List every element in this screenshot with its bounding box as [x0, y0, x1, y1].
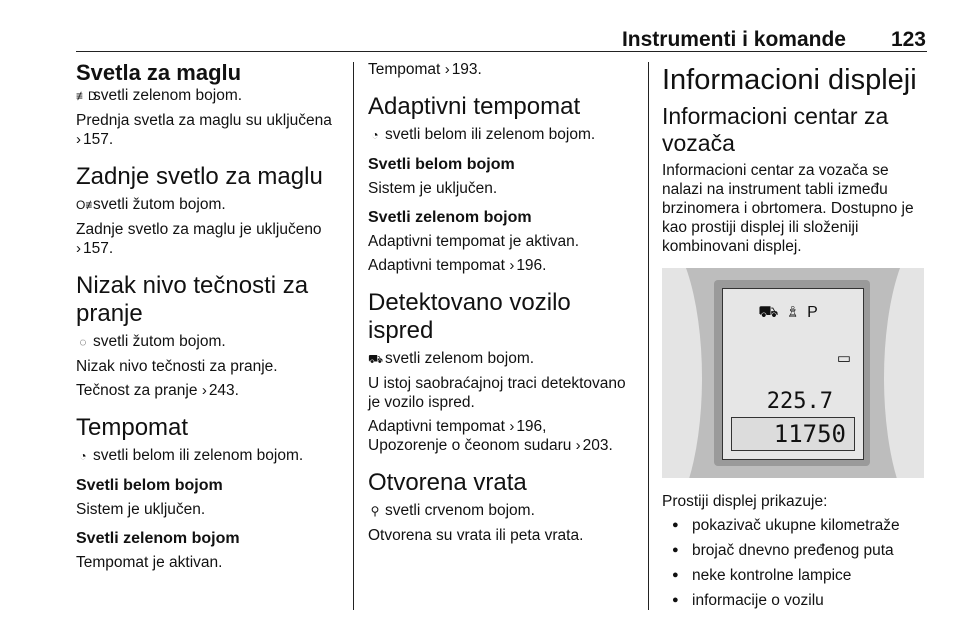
paragraph: ⛟ svetli zelenom bojom.	[368, 350, 535, 367]
front-fog-icon: ≢D	[76, 89, 97, 103]
column-2	[368, 60, 638, 550]
adaptive-cruise-icon: ◔	[371, 128, 379, 142]
subsection-title: Svetli zelenom bojom	[76, 530, 240, 547]
section-title-fog: Svetla za maglu	[76, 60, 242, 85]
section-title-dic: Informacioni centar za vozača	[662, 103, 889, 156]
paragraph: Zadnje svetlo za maglu je uključeno › 157.	[76, 220, 348, 258]
paragraph: Sistem je uključen.	[76, 501, 206, 518]
paragraph: ◔ svetli belom ili zelenom bojom.	[368, 125, 638, 145]
parking-sensor-icon: P	[807, 304, 828, 321]
list-item: ● neke kontrolne lampice	[662, 566, 930, 585]
page-reference[interactable]: › 203.	[576, 437, 613, 454]
chapter-title: Informacioni displeji	[662, 64, 917, 96]
page-reference[interactable]: › 243.	[202, 382, 239, 399]
washer-fluid-icon: ◌	[79, 335, 87, 349]
paragraph: Tečnost za pranje › 243.	[76, 381, 348, 400]
section-title-acc: Adaptivni tempomat	[368, 93, 581, 120]
paragraph: ◔ svetli belom ili zelenom bojom.	[76, 446, 348, 466]
page-reference[interactable]: › 196.	[509, 257, 546, 274]
page-reference[interactable]: › 157.	[76, 131, 113, 148]
trip-readout: 225.7	[766, 389, 833, 414]
page-number: 123	[890, 28, 926, 51]
section-title-vehicle: Detektovano vozilo ispred	[368, 289, 571, 344]
paragraph: Otvorena su vrata ili peta vrata.	[368, 527, 584, 544]
page-reference[interactable]: › 193.	[445, 61, 482, 78]
list-item: ● brojač dnevno pređenog puta	[662, 541, 930, 560]
paragraph: Adaptivni tempomat › 196.	[368, 256, 638, 275]
paragraph: Adaptivni tempomat je aktivan.	[368, 233, 580, 250]
odometer-box	[731, 417, 855, 451]
paragraph: Nizak nivo tečnosti za pranje.	[76, 358, 278, 375]
section-title-door: Otvorena vrata	[368, 469, 527, 496]
column-divider	[648, 62, 649, 610]
vehicle-ahead-icon: ⛟	[758, 304, 789, 321]
cruise-control-icon: ◔	[79, 449, 87, 463]
subsection-title: Svetli belom bojom	[76, 477, 223, 494]
paragraph: O≢svetli žutom bojom.	[76, 196, 226, 213]
paragraph: ◌ svetli žutom bojom.	[76, 332, 348, 352]
instrument-display-figure	[662, 268, 924, 478]
manual-book-icon: ▭	[836, 350, 851, 367]
running-header-title: Instrumenti i komande	[621, 28, 846, 51]
subsection-title: Svetli zelenom bojom	[368, 209, 532, 226]
display-bezel	[714, 280, 870, 466]
column-3	[662, 60, 930, 616]
paragraph: ⚲ svetli crvenom bojom.	[368, 501, 638, 521]
paragraph: Tempomat je aktivan.	[76, 554, 223, 571]
feature-list	[662, 516, 930, 610]
speedometer-edge	[662, 268, 702, 478]
odometer-readout: 11750	[773, 420, 846, 448]
paragraph: Sistem je uključen.	[368, 180, 498, 197]
header-rule	[76, 51, 927, 52]
tachometer-edge	[884, 268, 924, 478]
column-divider	[353, 62, 354, 610]
paragraph: ≢Dsvetli zelenom bojom.	[76, 87, 243, 104]
section-title-rear-fog: Zadnje svetlo za maglu	[76, 163, 323, 190]
section-title-cruise: Tempomat	[76, 414, 189, 441]
paragraph: Tempomat › 193.	[368, 60, 638, 79]
list-item: ● pokazivač ukupne kilometraže	[662, 516, 930, 535]
paragraph: Prednja svetla za maglu su uključena › 157.	[76, 111, 348, 149]
rear-fog-icon: O≢	[76, 198, 98, 212]
display-screen	[722, 288, 864, 460]
paragraph: Informacioni centar za vozača se nalazi na instrument tabli između brzinomera i obrtomera. Dostupno je kao prostiji displej ili složeniji kombinovani displej.	[662, 162, 914, 255]
vehicle-ahead-icon: ⛟	[368, 352, 384, 366]
paragraph: Adaptivni tempomat › 196, Upozorenje o čeonom sudaru › 203.	[368, 417, 638, 455]
section-title-washer: Nizak nivo tečnosti za pranje	[76, 272, 309, 327]
seatbelt-icon: ♙	[788, 304, 808, 321]
paragraph: Prostiji displej prikazuje:	[662, 493, 828, 510]
paragraph: U istoj saobraćajnoj traci detektovano je vozilo ispred.	[368, 375, 626, 411]
subsection-title: Svetli belom bojom	[368, 156, 515, 173]
list-item: ● informacije o vozilu	[662, 591, 930, 610]
page-reference[interactable]: › 157.	[76, 240, 113, 257]
column-1	[76, 60, 348, 577]
page-reference[interactable]: › 196,	[509, 418, 546, 435]
door-open-icon: ⚲	[370, 504, 380, 518]
